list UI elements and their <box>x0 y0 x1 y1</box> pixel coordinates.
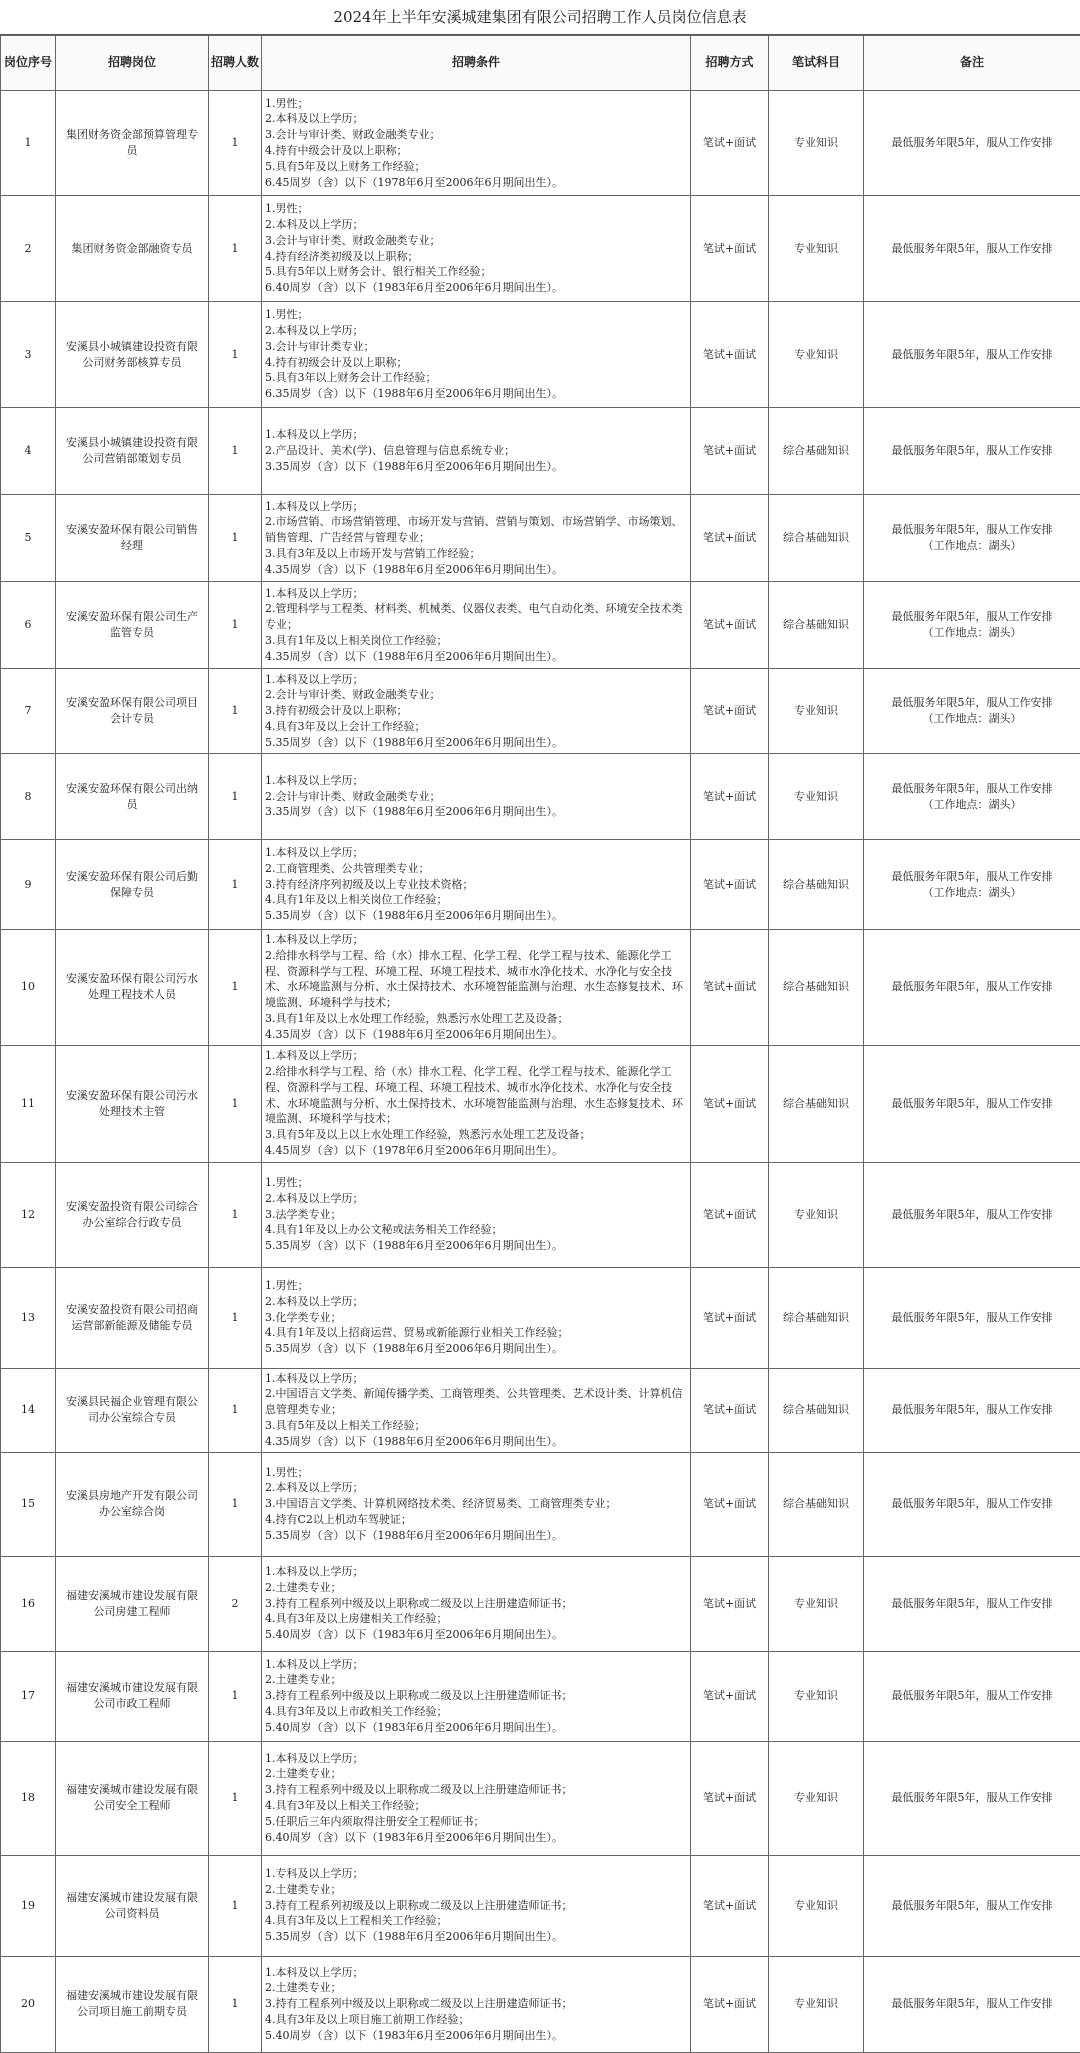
requirements-cell <box>262 1556 691 1651</box>
exam-subject: 专业知识 <box>769 196 864 302</box>
requirement-line: 4.持有中级会计及以上职称； <box>265 143 687 159</box>
note-cell <box>864 1651 1080 1741</box>
requirement-line: 4.35周岁（含）以下（1988年6月至2006年6月期间出生）。 <box>265 562 687 578</box>
exam-subject: 专业知识 <box>769 1556 864 1651</box>
recruit-method: 笔试+面试 <box>691 754 769 840</box>
requirement-line: 2.工商管理类、公共管理类专业； <box>265 861 687 877</box>
table-row <box>1 1267 1080 1368</box>
requirement-line: 4.持有经济类初级及以上职称； <box>265 249 687 265</box>
table-row <box>1 754 1080 840</box>
headcount: 2 <box>209 1556 262 1651</box>
requirements-cell <box>262 669 691 754</box>
post-name: 集团财务资金部融资专员 <box>56 196 209 302</box>
requirement-line: 1.本科及以上学历； <box>265 427 687 443</box>
note-line: （工作地点：湖头） <box>868 885 1076 901</box>
requirements-cell <box>262 840 691 930</box>
requirement-line: 5.具有5年及以上财务工作经验； <box>265 159 687 175</box>
table-row <box>1 582 1080 669</box>
note-cell <box>864 1556 1080 1651</box>
requirement-line: 4.具有1年及以上相关岗位工作经验； <box>265 892 687 908</box>
requirement-line: 3.持有工程系列初级及以上职称或二级及以上注册建造师证书； <box>265 1898 687 1914</box>
requirement-line: 3.具有3年及以上市场开发与营销工作经验； <box>265 546 687 562</box>
post-name: 福建安溪城市建设发展有限公司房建工程师 <box>56 1556 209 1651</box>
requirement-line: 5.具有3年以上财务会计工作经验； <box>265 370 687 386</box>
recruit-method: 笔试+面试 <box>691 1452 769 1556</box>
requirement-line: 4.具有3年及以上市政相关工作经验； <box>265 1704 687 1720</box>
post-name: 安溪安盈环保有限公司污水处理工程技术人员 <box>56 930 209 1046</box>
headcount: 1 <box>209 91 262 196</box>
note-cell <box>864 91 1080 196</box>
requirement-line: 3.具有1年及以上相关岗位工作经验； <box>265 633 687 649</box>
requirement-line: 2.市场营销、市场营销管理、市场开发与营销、营销与策划、市场营销学、市场策划、销售管理、广告经营与管理专业； <box>265 514 687 546</box>
recruit-method: 笔试+面试 <box>691 1045 769 1162</box>
requirement-line: 2.土建类专业； <box>265 1882 687 1898</box>
headcount: 1 <box>209 1651 262 1741</box>
requirement-line: 1.本科及以上学历； <box>265 499 687 515</box>
note-cell <box>864 1956 1080 2052</box>
exam-subject: 专业知识 <box>769 1741 864 1855</box>
post-name: 安溪安盈投资有限公司综合办公室综合行政专员 <box>56 1162 209 1267</box>
requirement-line: 3.持有初级会计及以上职称； <box>265 703 687 719</box>
post-name: 安溪安盈环保有限公司项目会计专员 <box>56 669 209 754</box>
row-number: 16 <box>1 1556 56 1651</box>
requirement-line: 3.持有工程系列中级及以上职称或二级及以上注册建造师证书； <box>265 1596 687 1612</box>
headcount: 1 <box>209 1045 262 1162</box>
exam-subject: 综合基础知识 <box>769 1368 864 1452</box>
document-title: 2024年上半年安溪城建集团有限公司招聘工作人员岗位信息表 <box>0 0 1080 35</box>
table-row <box>1 1368 1080 1452</box>
post-name: 福建安溪城市建设发展有限公司安全工程师 <box>56 1741 209 1855</box>
exam-subject: 综合基础知识 <box>769 1267 864 1368</box>
header-method: 招聘方式 <box>691 36 769 91</box>
headcount: 1 <box>209 1267 262 1368</box>
headcount: 1 <box>209 1368 262 1452</box>
requirements-cell <box>262 196 691 302</box>
requirement-line: 3.持有工程系列中级及以上职称或二级及以上注册建造师证书； <box>265 1782 687 1798</box>
requirement-line: 1.男性； <box>265 96 687 112</box>
header-no: 岗位序号 <box>1 36 56 91</box>
requirement-line: 4.35周岁（含）以下（1988年6月至2006年6月期间出生）。 <box>265 1027 687 1043</box>
row-number: 13 <box>1 1267 56 1368</box>
headcount: 1 <box>209 582 262 669</box>
requirement-line: 1.本科及以上学历； <box>265 1965 687 1981</box>
headcount: 1 <box>209 196 262 302</box>
note-cell <box>864 1045 1080 1162</box>
table-row <box>1 91 1080 196</box>
post-name: 福建安溪城市建设发展有限公司市政工程师 <box>56 1651 209 1741</box>
note-cell <box>864 1452 1080 1556</box>
requirement-line: 1.男性； <box>265 1175 687 1191</box>
note-line: 最低服务年限5年，服从工作安排 <box>868 1996 1076 2012</box>
post-name: 安溪县房地产开发有限公司办公室综合岗 <box>56 1452 209 1556</box>
exam-subject: 专业知识 <box>769 669 864 754</box>
headcount: 1 <box>209 754 262 840</box>
post-name: 安溪安盈环保有限公司销售经理 <box>56 495 209 582</box>
row-number: 2 <box>1 196 56 302</box>
row-number: 12 <box>1 1162 56 1267</box>
note-line: 最低服务年限5年，服从工作安排 <box>868 241 1076 257</box>
note-cell <box>864 495 1080 582</box>
table-body <box>1 91 1080 2053</box>
requirement-line: 2.会计与审计类、财政金融类专业； <box>265 789 687 805</box>
requirement-line: 3.持有工程系列中级及以上职称或二级及以上注册建造师证书； <box>265 1688 687 1704</box>
recruit-method: 笔试+面试 <box>691 930 769 1046</box>
recruit-method: 笔试+面试 <box>691 1162 769 1267</box>
requirement-line: 3.具有5年及以上以上水处理工作经验，熟悉污水处理工艺及设备； <box>265 1127 687 1143</box>
table-row <box>1 196 1080 302</box>
requirement-line: 1.本科及以上学历； <box>265 845 687 861</box>
requirement-line: 1.本科及以上学历； <box>265 1657 687 1673</box>
post-name: 安溪县民福企业管理有限公司办公室综合专员 <box>56 1368 209 1452</box>
row-number: 10 <box>1 930 56 1046</box>
note-cell <box>864 930 1080 1046</box>
recruit-method: 笔试+面试 <box>691 1855 769 1956</box>
exam-subject: 专业知识 <box>769 754 864 840</box>
recruit-method: 笔试+面试 <box>691 669 769 754</box>
requirements-cell <box>262 495 691 582</box>
row-number: 11 <box>1 1045 56 1162</box>
note-line: 最低服务年限5年，服从工作安排 <box>868 1596 1076 1612</box>
post-name: 福建安溪城市建设发展有限公司资料员 <box>56 1855 209 1956</box>
headcount: 1 <box>209 1956 262 2052</box>
row-number: 8 <box>1 754 56 840</box>
table-row <box>1 495 1080 582</box>
requirements-cell <box>262 1651 691 1741</box>
requirement-line: 4.持有C2以上机动车驾驶证； <box>265 1512 687 1528</box>
requirement-line: 6.45周岁（含）以下（1978年6月至2006年6月期间出生）。 <box>265 175 687 191</box>
requirement-line: 5.具有5年以上财务会计、银行相关工作经验； <box>265 264 687 280</box>
requirement-line: 3.化学类专业； <box>265 1310 687 1326</box>
requirement-line: 4.45周岁（含）以下（1978年6月至2006年6月期间出生）。 <box>265 1143 687 1159</box>
requirement-line: 2.土建类专业； <box>265 1580 687 1596</box>
requirement-line: 1.本科及以上学历； <box>265 672 687 688</box>
requirement-line: 4.具有3年及以上会计工作经验； <box>265 719 687 735</box>
note-cell <box>864 1267 1080 1368</box>
row-number: 17 <box>1 1651 56 1741</box>
exam-subject: 综合基础知识 <box>769 495 864 582</box>
requirement-line: 5.40周岁（含）以下（1983年6月至2006年6月期间出生）。 <box>265 2028 687 2044</box>
table-row <box>1 1045 1080 1162</box>
table-row <box>1 1162 1080 1267</box>
requirement-line: 2.会计与审计类、财政金融类专业； <box>265 687 687 703</box>
note-line: 最低服务年限5年，服从工作安排 <box>868 1496 1076 1512</box>
note-line: 最低服务年限5年，服从工作安排 <box>868 695 1076 711</box>
note-line: （工作地点：湖头） <box>868 711 1076 727</box>
requirement-line: 2.给排水科学与工程、给（水）排水工程、化学工程、化学工程与技术、能源化学工程、资源科学与工程、环境工程、环境工程技术、城市水净化技术、水净化与安全技术、水环境监测与分析、水土保持技术、水环境智能监测与治理、水生态修复技术、环境监测、环境科学与技术； <box>265 948 687 1011</box>
post-name: 集团财务资金部预算管理专员 <box>56 91 209 196</box>
row-number: 14 <box>1 1368 56 1452</box>
requirement-line: 1.男性； <box>265 201 687 217</box>
requirement-line: 6.40周岁（含）以下（1983年6月至2006年6月期间出生）。 <box>265 280 687 296</box>
post-name: 安溪县小城镇建设投资有限公司财务部核算专员 <box>56 302 209 408</box>
row-number: 3 <box>1 302 56 408</box>
headcount: 1 <box>209 930 262 1046</box>
requirements-cell <box>262 1162 691 1267</box>
requirement-line: 3.会计与审计类、财政金融类专业； <box>265 127 687 143</box>
requirement-line: 4.具有1年及以上招商运营、贸易或新能源行业相关工作经验； <box>265 1325 687 1341</box>
requirement-line: 3.持有经济序列初级及以上专业技术资格； <box>265 877 687 893</box>
requirement-line: 1.男性； <box>265 307 687 323</box>
recruit-method: 笔试+面试 <box>691 582 769 669</box>
recruit-method: 笔试+面试 <box>691 1368 769 1452</box>
note-cell <box>864 302 1080 408</box>
requirements-cell <box>262 930 691 1046</box>
requirement-line: 4.具有3年及以上工程相关工作经验； <box>265 1913 687 1929</box>
requirement-line: 3.会计与审计类专业； <box>265 339 687 355</box>
requirement-line: 2.土建类专业； <box>265 1980 687 1996</box>
recruitment-table <box>0 35 1080 2053</box>
note-cell <box>864 1368 1080 1452</box>
post-name: 安溪县小城镇建设投资有限公司营销部策划专员 <box>56 408 209 495</box>
requirement-line: 1.本科及以上学历； <box>265 1371 687 1387</box>
exam-subject: 专业知识 <box>769 91 864 196</box>
note-cell <box>864 582 1080 669</box>
table-row <box>1 930 1080 1046</box>
headcount: 1 <box>209 408 262 495</box>
requirements-cell <box>262 1368 691 1452</box>
requirement-line: 4.具有3年及以上项目施工前期工作经验； <box>265 2012 687 2028</box>
table-row <box>1 1956 1080 2052</box>
row-number: 1 <box>1 91 56 196</box>
requirement-line: 3.具有1年及以上水处理工作经验，熟悉污水处理工艺及设备； <box>265 1011 687 1027</box>
row-number: 18 <box>1 1741 56 1855</box>
requirement-line: 1.男性； <box>265 1278 687 1294</box>
note-line: 最低服务年限5年，服从工作安排 <box>868 869 1076 885</box>
requirement-line: 1.本科及以上学历； <box>265 586 687 602</box>
note-line: 最低服务年限5年，服从工作安排 <box>868 522 1076 538</box>
requirement-line: 1.本科及以上学历； <box>265 773 687 789</box>
row-number: 6 <box>1 582 56 669</box>
table-row <box>1 1651 1080 1741</box>
requirement-line: 1.男性； <box>265 1465 687 1481</box>
requirement-line: 2.产品设计、美术(学)、信息管理与信息系统专业； <box>265 443 687 459</box>
requirement-line: 1.本科及以上学历； <box>265 932 687 948</box>
requirement-line: 2.土建类专业； <box>265 1766 687 1782</box>
recruit-method: 笔试+面试 <box>691 495 769 582</box>
recruit-method: 笔试+面试 <box>691 1741 769 1855</box>
requirement-line: 5.35周岁（含）以下（1988年6月至2006年6月期间出生）。 <box>265 1929 687 1945</box>
recruit-method: 笔试+面试 <box>691 1651 769 1741</box>
requirement-line: 1.专科及以上学历； <box>265 1866 687 1882</box>
table-row <box>1 840 1080 930</box>
headcount: 1 <box>209 1452 262 1556</box>
requirement-line: 3.35周岁（含）以下（1988年6月至2006年6月期间出生）。 <box>265 804 687 820</box>
header-requirements: 招聘条件 <box>262 36 691 91</box>
requirement-line: 5.35周岁（含）以下（1988年6月至2006年6月期间出生）。 <box>265 1528 687 1544</box>
note-cell <box>864 1162 1080 1267</box>
note-line: （工作地点：湖头） <box>868 625 1076 641</box>
recruit-method: 笔试+面试 <box>691 840 769 930</box>
requirement-line: 1.本科及以上学历； <box>265 1564 687 1580</box>
note-cell <box>864 840 1080 930</box>
requirement-line: 3.持有工程系列中级及以上职称或二级及以上注册建造师证书； <box>265 1996 687 2012</box>
requirement-line: 2.本科及以上学历； <box>265 111 687 127</box>
note-line: （工作地点：湖头） <box>868 797 1076 813</box>
requirements-cell <box>262 1741 691 1855</box>
note-cell <box>864 669 1080 754</box>
requirements-cell <box>262 754 691 840</box>
row-number: 19 <box>1 1855 56 1956</box>
requirement-line: 4.具有3年及以上相关工作经验； <box>265 1798 687 1814</box>
exam-subject: 专业知识 <box>769 1651 864 1741</box>
row-number: 4 <box>1 408 56 495</box>
recruit-method: 笔试+面试 <box>691 408 769 495</box>
requirement-line: 4.具有3年及以上房建相关工作经验； <box>265 1611 687 1627</box>
table-row <box>1 1855 1080 1956</box>
note-line: 最低服务年限5年，服从工作安排 <box>868 1310 1076 1326</box>
exam-subject: 综合基础知识 <box>769 930 864 1046</box>
requirement-line: 3.35周岁（含）以下（1988年6月至2006年6月期间出生）。 <box>265 459 687 475</box>
exam-subject: 综合基础知识 <box>769 408 864 495</box>
recruit-method: 笔试+面试 <box>691 91 769 196</box>
requirement-line: 5.35周岁（含）以下（1988年6月至2006年6月期间出生）。 <box>265 735 687 751</box>
requirement-line: 4.持有初级会计及以上职称； <box>265 355 687 371</box>
exam-subject: 专业知识 <box>769 1162 864 1267</box>
recruit-method: 笔试+面试 <box>691 1267 769 1368</box>
note-line: 最低服务年限5年，服从工作安排 <box>868 1207 1076 1223</box>
table-row <box>1 1556 1080 1651</box>
headcount: 1 <box>209 1162 262 1267</box>
header-post: 招聘岗位 <box>56 36 209 91</box>
exam-subject: 综合基础知识 <box>769 840 864 930</box>
note-line: 最低服务年限5年，服从工作安排 <box>868 1402 1076 1418</box>
exam-subject: 专业知识 <box>769 1956 864 2052</box>
note-cell <box>864 754 1080 840</box>
headcount: 1 <box>209 1741 262 1855</box>
note-line: （工作地点：湖头） <box>868 538 1076 554</box>
recruit-method: 笔试+面试 <box>691 302 769 408</box>
post-name: 安溪安盈环保有限公司生产监管专员 <box>56 582 209 669</box>
table-row <box>1 302 1080 408</box>
exam-subject: 综合基础知识 <box>769 1452 864 1556</box>
requirement-line: 3.中国语言文学类、计算机网络技术类、经济贸易类、工商管理类专业； <box>265 1496 687 1512</box>
header-note: 备注 <box>864 36 1080 91</box>
note-line: 最低服务年限5年，服从工作安排 <box>868 609 1076 625</box>
table-row <box>1 1452 1080 1556</box>
headcount: 1 <box>209 1855 262 1956</box>
recruit-method: 笔试+面试 <box>691 1956 769 2052</box>
note-line: 最低服务年限5年，服从工作安排 <box>868 1096 1076 1112</box>
requirements-cell <box>262 408 691 495</box>
requirement-line: 5.40周岁（含）以下（1983年6月至2006年6月期间出生）。 <box>265 1720 687 1736</box>
requirement-line: 3.具有5年及以上相关工作经验； <box>265 1418 687 1434</box>
requirement-line: 5.40周岁（含）以下（1983年6月至2006年6月期间出生）。 <box>265 1627 687 1643</box>
post-name: 安溪安盈环保有限公司出纳员 <box>56 754 209 840</box>
requirements-cell <box>262 582 691 669</box>
requirements-cell <box>262 1855 691 1956</box>
requirement-line: 5.35周岁（含）以下（1988年6月至2006年6月期间出生）。 <box>265 1238 687 1254</box>
header-subject: 笔试科目 <box>769 36 864 91</box>
table-row <box>1 1741 1080 1855</box>
row-number: 7 <box>1 669 56 754</box>
requirement-line: 2.本科及以上学历； <box>265 217 687 233</box>
requirement-line: 2.给排水科学与工程、给（水）排水工程、化学工程、化学工程与技术、能源化学工程、资源科学与工程、环境工程、环境工程技术、城市水净化技术、水净化与安全技术、水环境监测与分析、水土保持技术、水环境智能监测与治理、水生态修复技术、环境监测、环境科学与技术； <box>265 1064 687 1127</box>
requirement-line: 1.本科及以上学历； <box>265 1751 687 1767</box>
note-line: 最低服务年限5年，服从工作安排 <box>868 781 1076 797</box>
note-cell <box>864 408 1080 495</box>
note-line: 最低服务年限5年，服从工作安排 <box>868 443 1076 459</box>
requirement-line: 2.本科及以上学历； <box>265 1480 687 1496</box>
headcount: 1 <box>209 495 262 582</box>
requirement-line: 1.本科及以上学历； <box>265 1048 687 1064</box>
note-cell <box>864 1855 1080 1956</box>
post-name: 安溪安盈环保有限公司污水处理技术主管 <box>56 1045 209 1162</box>
recruit-method: 笔试+面试 <box>691 1556 769 1651</box>
requirement-line: 2.本科及以上学历； <box>265 1191 687 1207</box>
row-number: 20 <box>1 1956 56 2052</box>
row-number: 5 <box>1 495 56 582</box>
note-cell <box>864 1741 1080 1855</box>
row-number: 15 <box>1 1452 56 1556</box>
requirements-cell <box>262 1452 691 1556</box>
requirement-line: 5.35周岁（含）以下（1988年6月至2006年6月期间出生）。 <box>265 1341 687 1357</box>
requirement-line: 2.土建类专业； <box>265 1672 687 1688</box>
requirement-line: 6.35周岁（含）以下（1988年6月至2006年6月期间出生）。 <box>265 386 687 402</box>
requirement-line: 2.本科及以上学历； <box>265 323 687 339</box>
post-name: 安溪安盈环保有限公司后勤保障专员 <box>56 840 209 930</box>
note-line: 最低服务年限5年，服从工作安排 <box>868 135 1076 151</box>
note-line: 最低服务年限5年，服从工作安排 <box>868 979 1076 995</box>
exam-subject: 专业知识 <box>769 1855 864 1956</box>
requirement-line: 5.35周岁（含）以下（1988年6月至2006年6月期间出生）。 <box>265 908 687 924</box>
headcount: 1 <box>209 302 262 408</box>
requirement-line: 4.35周岁（含）以下（1988年6月至2006年6月期间出生）。 <box>265 649 687 665</box>
requirement-line: 6.40周岁（含）以下（1983年6月至2006年6月期间出生）。 <box>265 1830 687 1846</box>
requirement-line: 2.中国语言文学类、新闻传播学类、工商管理类、公共管理类、艺术设计类、计算机信息管理类专业； <box>265 1386 687 1418</box>
note-line: 最低服务年限5年，服从工作安排 <box>868 347 1076 363</box>
requirements-cell <box>262 91 691 196</box>
headcount: 1 <box>209 669 262 754</box>
requirement-line: 5.任职后三年内须取得注册安全工程师证书； <box>265 1814 687 1830</box>
post-name: 福建安溪城市建设发展有限公司项目施工前期专员 <box>56 1956 209 2052</box>
requirements-cell <box>262 302 691 408</box>
recruit-method: 笔试+面试 <box>691 196 769 302</box>
exam-subject: 综合基础知识 <box>769 1045 864 1162</box>
table-row <box>1 408 1080 495</box>
note-line: 最低服务年限5年，服从工作安排 <box>868 1790 1076 1806</box>
requirement-line: 4.35周岁（含）以下（1988年6月至2006年6月期间出生）。 <box>265 1434 687 1450</box>
header-count: 招聘人数 <box>209 36 262 91</box>
note-line: 最低服务年限5年，服从工作安排 <box>868 1688 1076 1704</box>
headcount: 1 <box>209 840 262 930</box>
requirement-line: 4.具有1年及以上办公文秘或法务相关工作经验； <box>265 1222 687 1238</box>
note-cell <box>864 196 1080 302</box>
exam-subject: 专业知识 <box>769 302 864 408</box>
row-number: 9 <box>1 840 56 930</box>
requirements-cell <box>262 1956 691 2052</box>
note-line: 最低服务年限5年，服从工作安排 <box>868 1898 1076 1914</box>
exam-subject: 综合基础知识 <box>769 582 864 669</box>
requirement-line: 3.会计与审计类、财政金融类专业； <box>265 233 687 249</box>
requirement-line: 2.本科及以上学历； <box>265 1294 687 1310</box>
requirements-cell <box>262 1045 691 1162</box>
header-row <box>1 36 1080 91</box>
requirement-line: 2.管理科学与工程类、材料类、机械类、仪器仪表类、电气自动化类、环境安全技术类专业； <box>265 601 687 633</box>
post-name: 安溪安盈投资有限公司招商运营部新能源及储能专员 <box>56 1267 209 1368</box>
requirements-cell <box>262 1267 691 1368</box>
requirement-line: 3.法学类专业； <box>265 1207 687 1223</box>
table-row <box>1 669 1080 754</box>
